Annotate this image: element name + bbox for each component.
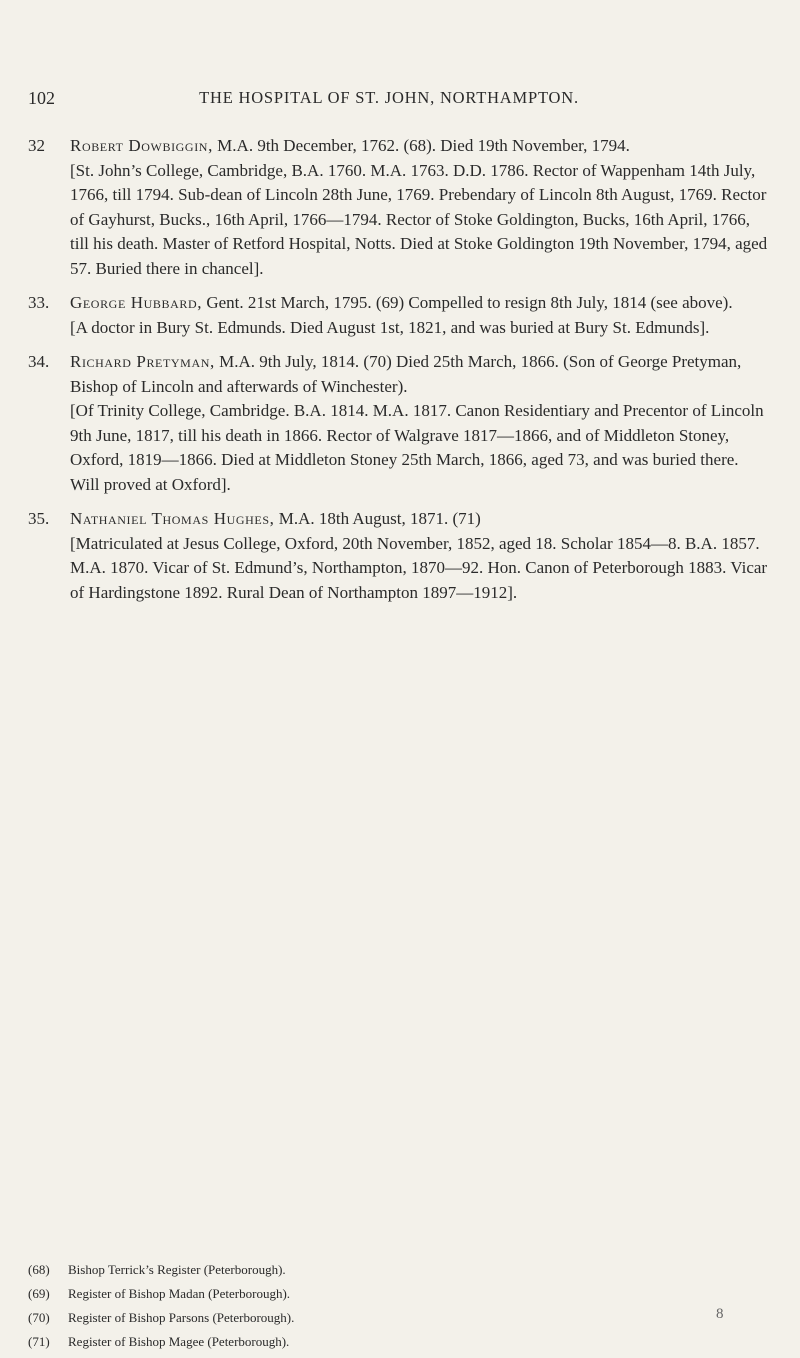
signature-mark: 8 (716, 1306, 724, 1322)
footnote-71 (28, 1334, 728, 1358)
entry-note (70, 532, 768, 606)
entry-number: 32 (28, 136, 45, 155)
footnote-text: Register of Bishop Magee (Peterborough). (68, 1334, 290, 1349)
entry-list (28, 134, 768, 615)
entry-heading-text: M.A. 9th December, 1762. (68). Died 19th November, 1794. (212, 136, 630, 155)
page-number: 102 (28, 88, 55, 108)
person-name: Richard Pretyman, (70, 352, 215, 371)
footnote-text: Register of Bishop Madan (Peterborough). (68, 1286, 291, 1301)
entry-32 (28, 134, 768, 281)
footnote-69 (28, 1286, 728, 1310)
running-title: THE HOSPITAL OF ST. JOHN, NORTHAMPTON. (199, 88, 579, 107)
entry-heading (70, 507, 768, 532)
entry-heading (70, 350, 768, 399)
person-name: Robert Dowbiggin, (70, 136, 213, 155)
entry-34 (28, 350, 768, 497)
footnote-70 (28, 1310, 728, 1334)
entry-number: 35. (28, 509, 50, 528)
entry-heading (70, 134, 768, 159)
entry-note-text: [St. John’s College, Cambridge, B.A. 1760. M.A. 1763. D.D. 1786. Rector of Wappenham 14th July, 1766, till 1794. Sub-dean of Lincoln 28th June, 1769. Prebendary of Lincoln 8th August, 1769. Rector of Gayhurst, Bucks., 16th April, 1766—1794. Rector of Stoke Goldington, Bucks, 16th April, 1766, till his death. Master of Retford Hospital, Notts. Died at Stoke Goldington 19th November, 1794, aged 57. Buried there in chancel]. (70, 160, 768, 278)
entry-35 (28, 507, 768, 605)
entry-heading-text: M.A. 9th July, 1814. (70) Died 25th March, 1866. (Son of George Pretyman, Bishop of Lincoln and afterwards of Winchester). (70, 352, 742, 396)
footnote-number: (69) (28, 1286, 50, 1301)
footnote-text: Register of Bishop Parsons (Peterborough). (68, 1310, 295, 1325)
person-name: Nathaniel Thomas Hughes, (70, 509, 275, 528)
entry-note-text: [Of Trinity College, Cambridge. B.A. 1814. M.A. 1817. Canon Residentiary and Precentor of Lincoln 9th June, 1817, till his death in 1866. Rector of Walgrave 1817—1866, and of Middleton Stoney, Oxford, 1819—1866. Died at Middleton Stoney 25th March, 1866, aged 73, and was buried there. Will proved at Oxford]. (70, 401, 764, 494)
entry-heading-text: M.A. 18th August, 1871. (71) (274, 509, 481, 528)
entry-note (70, 399, 768, 497)
footnote-number: (68) (28, 1262, 50, 1277)
footnote-68 (28, 1262, 728, 1286)
footnote-text: Bishop Terrick’s Register (Peterborough). (68, 1262, 286, 1277)
footnote-number: (71) (28, 1334, 50, 1349)
page-header (28, 88, 750, 112)
entry-33 (28, 291, 768, 340)
entry-note-text: [A doctor in Bury St. Edmunds. Died August 1st, 1821, and was buried at Bury St. Edmunds]. (70, 317, 710, 337)
entry-heading (70, 291, 768, 316)
entry-note (70, 159, 768, 282)
entry-number: 34. (28, 352, 50, 371)
entry-heading-text: Gent. 21st March, 1795. (69) Compelled to resign 8th July, 1814 (see above). (202, 293, 733, 312)
entry-note (70, 316, 768, 341)
entry-note-text: [Matriculated at Jesus College, Oxford, 20th November, 1852, aged 18. Scholar 1854—8. B.A. 1857. M.A. 1870. Vicar of St. Edmund’s, Northampton, 1870—92. Hon. Canon of Peterborough 1883. Vicar of Hardingstone 1892. Rural Dean of Northampton 1897—1912]. (70, 533, 768, 602)
footnote-number: (70) (28, 1310, 50, 1325)
entry-number: 33. (28, 293, 50, 312)
person-name: George Hubbard, (70, 293, 203, 312)
